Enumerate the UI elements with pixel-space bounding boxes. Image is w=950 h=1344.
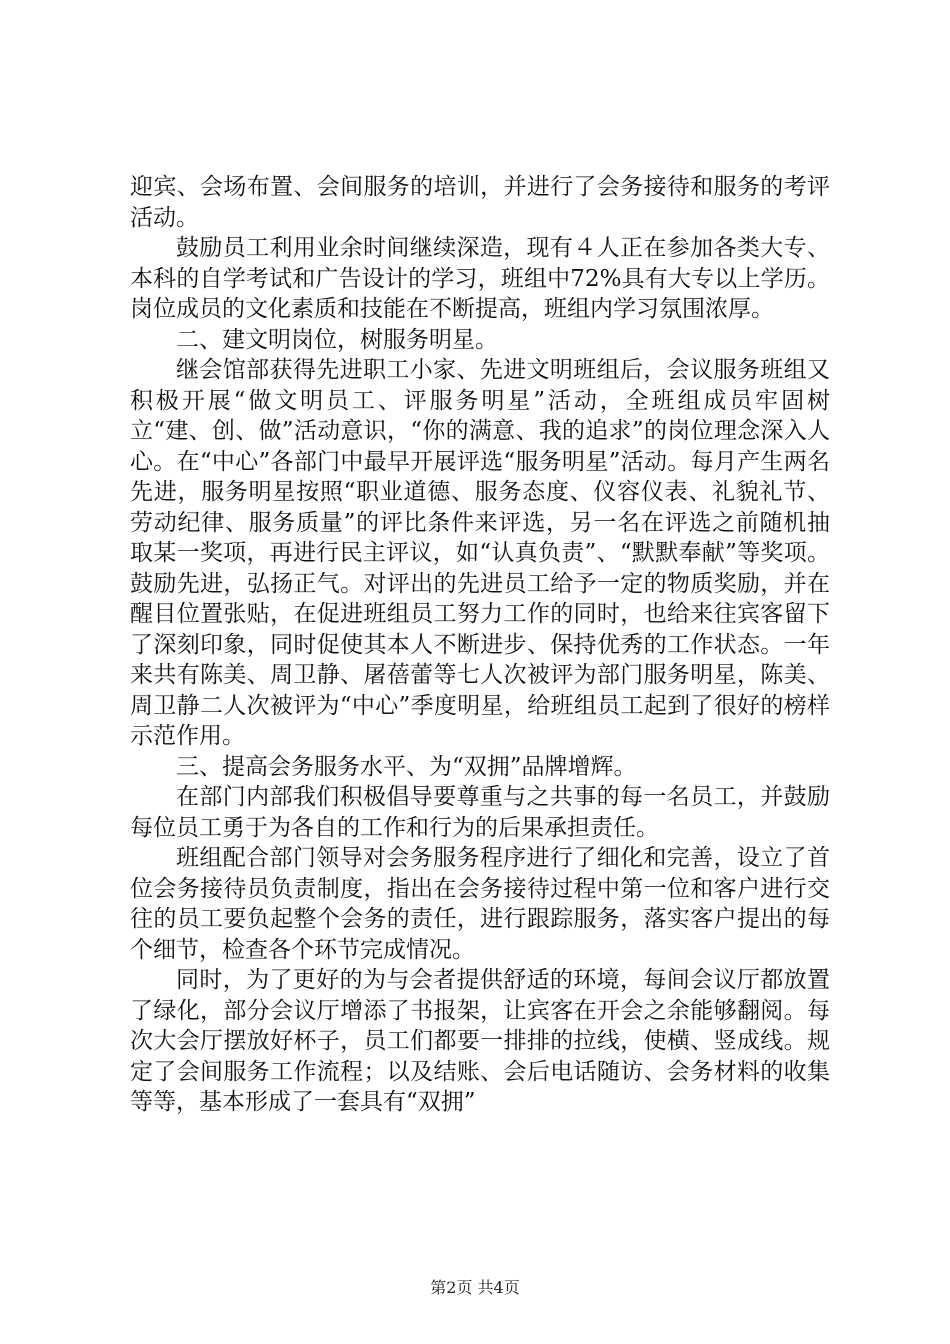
section-heading-2: 二、建文明岗位，树服务明星。	[176, 326, 498, 353]
page-footer	[0, 1275, 950, 1298]
paragraph-3: 继会馆部获得先进职工小家、先进文明班组后，会议服务班组又积极开展“做文明员工、评服务明星”活动，全班组成员牢固树立“建、创、做”活动意识，“你的满意、我的追求”的岗位理念深入人心。在“中心”各部门中最早开展评选“服务明星”活动。每月产生两名先进，服务明星按照“职业道德、服务态度、仪容仪表、礼貌礼节、劳动纪律、服务质量”的评比条件来评选，另一名在评选之前随机抽取某一奖项，再进行民主评议，如“认真负责”、“默默奉献”等奖项。鼓励先进，弘扬正气。对评出的先进员工给予一定的物质奖励，并在醒目位置张贴，在促进班组员工努力工作的同时，也给来往宾客留下了深刻印象，同时促使其本人不断进步、保持优秀的工作状态。一年来共有陈美、周卫静、屠蓓蕾等七人次被评为部门服务明星，陈美、周卫静二人次被评为“中心”季度明星，给班组员工起到了很好的榜样示范作用。	[130, 357, 830, 749]
paragraph-5: 班组配合部门领导对会务服务程序进行了细化和完善，设立了首位会务接待员负责制度，指出在会务接待过程中第一位和客户进行交往的员工要负起整个会务的责任，进行跟踪服务，落实客户提出的每个细节，检查各个环节完成情况。	[130, 845, 830, 963]
page-number: 第2页 共4页	[430, 1278, 520, 1297]
document-body	[130, 172, 830, 1118]
paragraph-4: 在部门内部我们积极倡导要尊重与之共事的每一名员工，并鼓励每位员工勇于为各自的工作和行为的后果承担责任。	[130, 784, 830, 841]
section-heading-3: 三、提高会务服务水平、为“双拥”品牌增辉。	[176, 753, 637, 780]
paragraph-6: 同时，为了更好的为与会者提供舒适的环境，每间会议厅都放置了绿化，部分会议厅增添了书报架，让宾客在开会之余能够翻阅。每次大会厅摆放好杯子，员工们都要一排排的拉线，使横、竖成线。规定了会间服务工作流程；以及结账、会后电话随访、会务材料的收集等等，基本形成了一套具有“双拥”	[130, 967, 830, 1115]
paragraph-2: 鼓励员工利用业余时间继续深造，现有４人正在参加各类大专、本科的自学考试和广告设计的学习，班组中72%具有大专以上学历。岗位成员的文化素质和技能在不断提高，班组内学习氛围浓厚。	[130, 235, 830, 322]
paragraph-1: 迎宾、会场布置、会间服务的培训，并进行了会务接待和服务的考评活动。	[130, 174, 830, 231]
